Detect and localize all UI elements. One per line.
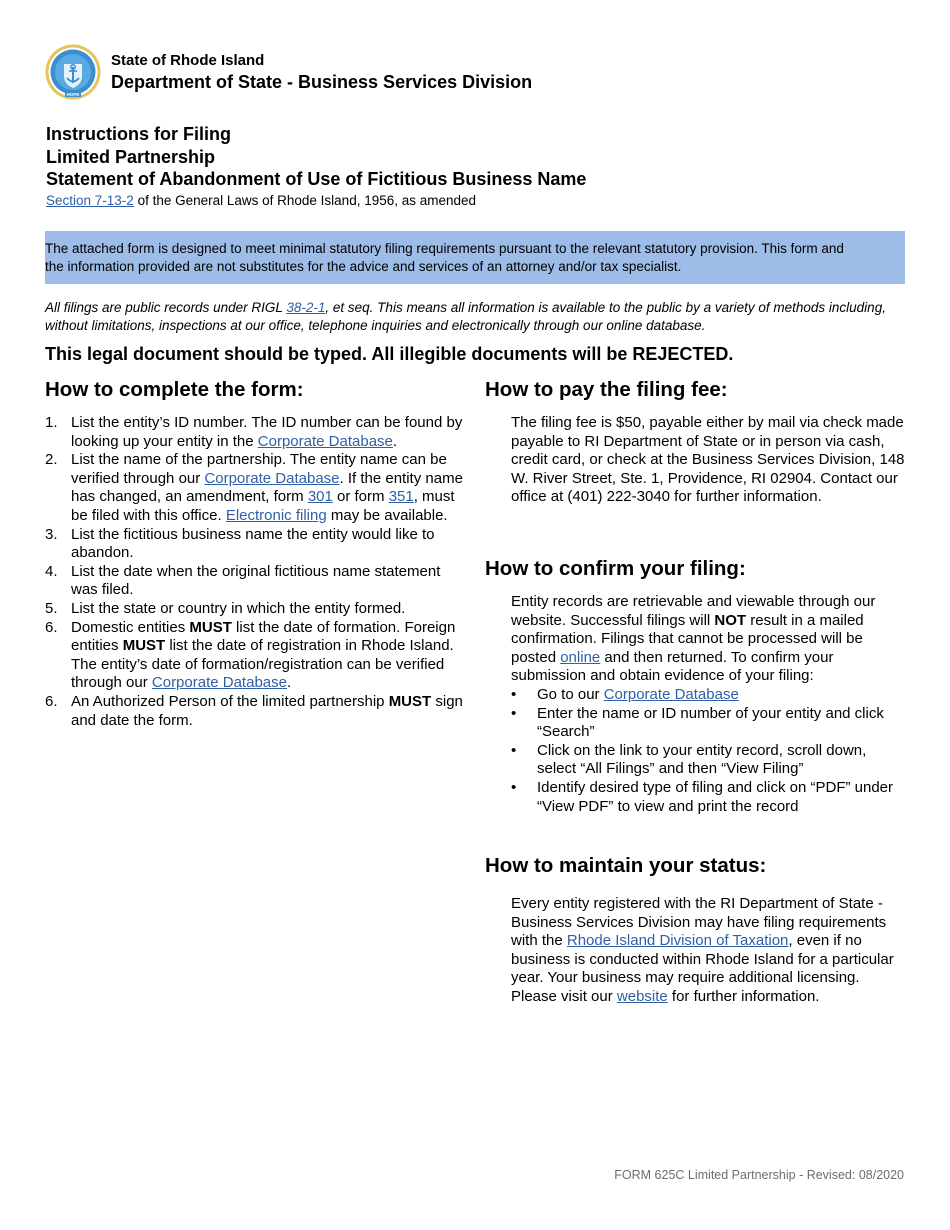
rhode-island-seal-icon [45, 44, 101, 100]
svg-text:HOPE: HOPE [66, 92, 80, 97]
corporate-database-link[interactable]: Corporate Database [204, 469, 340, 487]
form-351-link[interactable]: 351 [388, 488, 414, 506]
form-footer: FORM 625C Limited Partnership - Revised: 08/2020 [614, 1168, 904, 1182]
state-name: State of Rhode Island [111, 52, 265, 69]
notice-line-1: The attached form is designed to meet minimal statutory filing requirements pursuant to the relevant statutory provision. This form and [45, 241, 844, 256]
legal-warning: This legal document should be typed. All illegible documents will be REJECTED. [45, 344, 734, 364]
document-titles [46, 123, 586, 210]
confirm-heading: How to confirm your filing: [485, 557, 746, 580]
list-item: 2. List the name of the partnership. The entity name can be verified through our Corporate Database. If the entity name has changed, an amendment, form 301 or form 351, must be filed with this office. Electronic filing may be available. [45, 451, 463, 524]
statute-reference: Section 7-13-2 of the General Laws of Rhode Island, 1956, as amended [46, 192, 477, 208]
list-item: 3. List the fictitious business name the entity would like to abandon. [45, 525, 435, 562]
maintain-heading: How to maintain your status: [485, 854, 767, 877]
rigl-link[interactable]: 38-2-1 [286, 300, 326, 315]
section-link[interactable]: Section 7-13-2 [46, 192, 134, 208]
list-item: 1. List the entity’s ID number. The ID number can be found by looking up your entity in the Corporate Database. [45, 414, 463, 450]
maintain-text: Every entity registered with the RI Department of State - Business Services Division may have filing requirements with the Rhode Island Division of Taxation, even if no business is conducted within Rhode Island for a particular year. Your business may require additional licensing. Please visit our website for further information. [511, 895, 894, 1005]
electronic-filing-link[interactable]: Electronic filing [225, 506, 327, 524]
list-item: 4. List the date when the original fictitious name statement was filed. [45, 562, 441, 599]
form-301-link[interactable]: 301 [307, 488, 333, 506]
online-link[interactable]: online [560, 648, 601, 666]
confirm-text: Entity records are retrievable and viewable through our website. Successful filings will NOT result in a mailed confirmation. Filings that cannot be processed will be posted online and then returned. To confirm your submission and obtain evidence of your filing: [511, 593, 876, 685]
page-header [111, 51, 532, 94]
pay-text: The filing fee is $50, payable either by mail via check made payable to RI Department of State or in person via cash, credit card, or check at the Business Services Division, 148 W. River Street, Ste. 1, Providence, RI 02904. Contact our office at (401) 222-3040 for further information. [511, 414, 905, 506]
complete-heading: How to complete the form: [45, 378, 304, 401]
list-item: 6. An Authorized Person of the limited partnership MUST sign and date the form. [45, 692, 463, 729]
department-name: Department of State - Business Services Division [111, 72, 533, 92]
title-line-3: Statement of Abandonment of Use of Fictitious Business Name [46, 169, 587, 189]
website-link[interactable]: website [616, 987, 668, 1005]
list-item: • Click on the link to your entity record, scroll down, select “All Filings” and then “View Filing” [511, 741, 867, 778]
notice-banner [45, 231, 905, 284]
corporate-database-link[interactable]: Corporate Database [257, 432, 393, 450]
division-of-taxation-link[interactable]: Rhode Island Division of Taxation [566, 932, 789, 950]
steps-list [45, 414, 470, 730]
title-line-2: Limited Partnership [46, 146, 216, 167]
title-line-1: Instructions for Filing [46, 124, 231, 144]
corporate-database-link[interactable]: Corporate Database [603, 686, 739, 703]
list-item: 6. Domestic entities MUST list the date of formation. Foreign entities MUST list the date of registration in Rhode Island. The entity’s date of formation/registration can be verified through our Corporate Database. [45, 618, 456, 692]
list-item: 5. List the state or country in which the entity formed. [45, 599, 406, 617]
corporate-database-link[interactable]: Corporate Database [151, 674, 287, 692]
list-item: • Go to our Corporate Database [511, 686, 739, 703]
list-item: • Enter the name or ID number of your entity and click “Search” [511, 704, 884, 741]
pay-heading: How to pay the filing fee: [485, 378, 728, 401]
notice-line-2: the information provided are not substitutes for the advice and services of an attorney and/or tax specialist. [45, 259, 682, 274]
confirm-steps-list [511, 686, 906, 816]
public-records-note: All filings are public records under RIGL 38-2-1, et seq. This means all information is available to the public by a variety of methods including, without limitations, inspections at our office, telephone inquiries and electronically through our online database. [45, 300, 886, 333]
list-item: • Identify desired type of filing and click on “PDF” under “View PDF” to view and print the record [511, 778, 894, 815]
